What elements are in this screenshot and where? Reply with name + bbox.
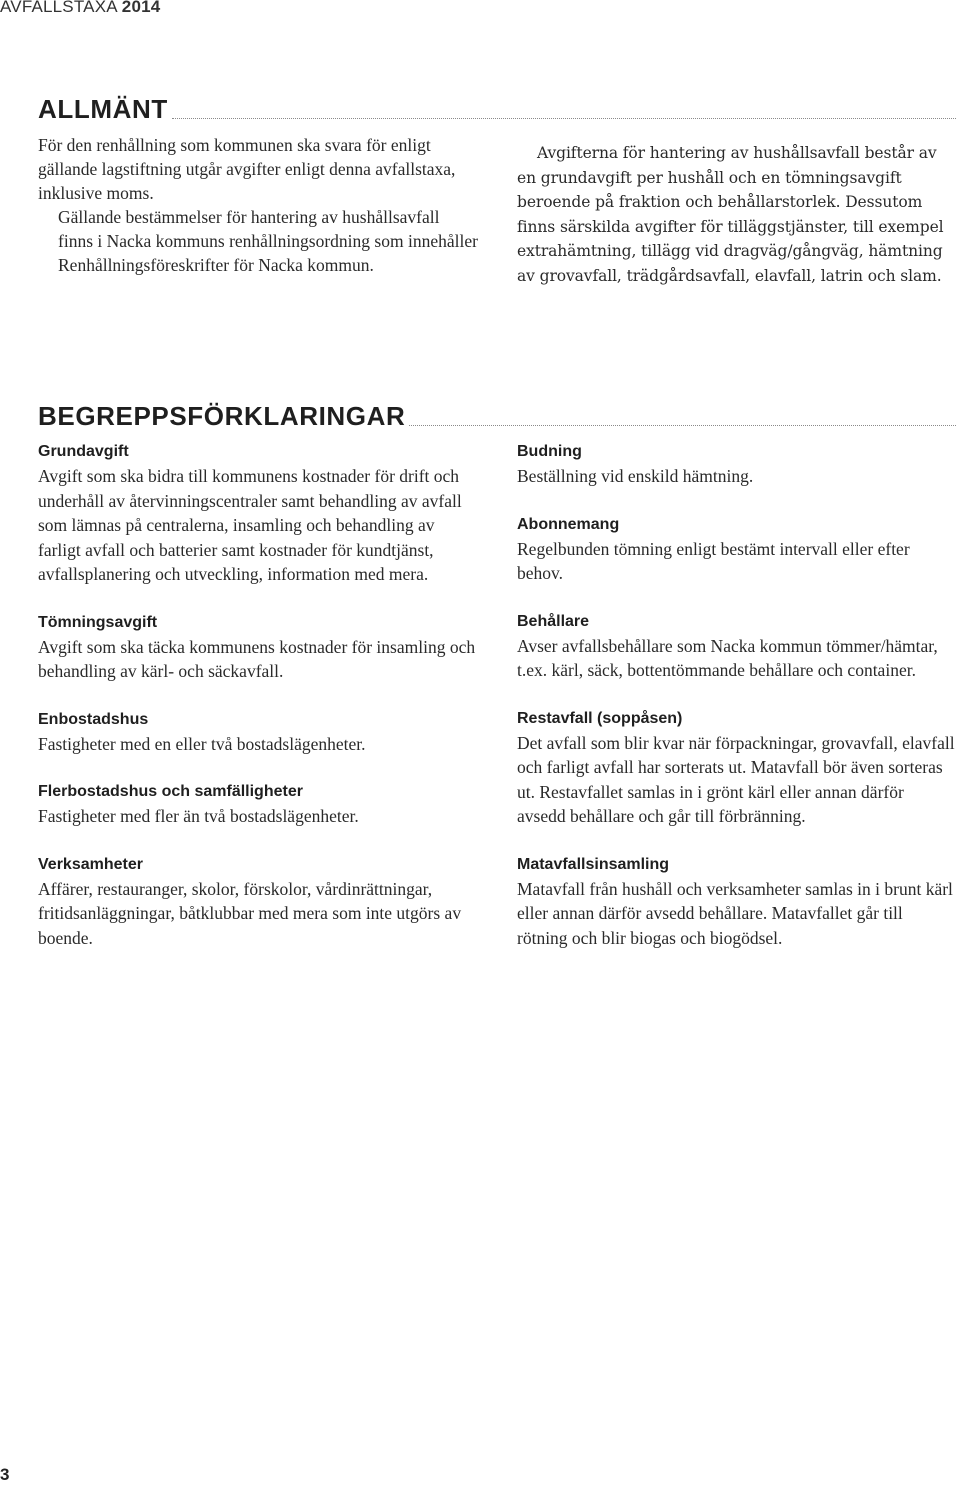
definition-term: Budning xyxy=(517,443,582,460)
definition-text: Beställning vid enskild hämtning. xyxy=(517,466,754,486)
definition-text: Avgift som ska bidra till kommunens kostnader för drift och underhåll av återvinningscentraler samt behandling av avfall som lämnas på centralerna, insamling och behandling av farligt avfall och batterier samt kostnader för kundtjänst, avfallsplanering och utveckling, information med mera. xyxy=(38,466,462,584)
definition-text: Avgift som ska täcka kommunens kostnader för insamling och behandling av kärl- och säckavfall. xyxy=(38,636,476,681)
heading-dotted-rule xyxy=(409,425,956,426)
definitions-right-column xyxy=(517,440,955,974)
definitions-left-column xyxy=(38,440,478,974)
definition-term: Matavfallsinsamling xyxy=(517,855,670,873)
definition-term: Tömningsavgift xyxy=(38,613,158,631)
definition-text: Regelbunden tömning enligt bestämt intervall eller efter behov. xyxy=(517,538,910,583)
allmant-title: ALLMÄNT xyxy=(38,94,168,124)
definition-term: Restavfall (soppåsen) xyxy=(517,709,683,727)
definition-entry xyxy=(517,513,955,586)
running-header xyxy=(0,0,160,17)
page-number: 3 xyxy=(0,1465,10,1484)
allmant-left-paragraph-1: För den renhållning som kommunen ska svara för enligt gällande lagstiftning utgår avgifter enligt denna avfallstaxa, inklusive moms. xyxy=(38,135,456,203)
definition-text: Avser avfallsbehållare som Nacka kommun tömmer/hämtar, t.ex. kärl, säck, bottentömmande behållare och container. xyxy=(517,635,938,680)
definition-text: Matavfall från hushåll och verksamheter samlas in i brunt kärl eller annan därför avsedd behållare. Matavfallet går till rötning och blir biogas och biogödsel. xyxy=(517,878,953,948)
definition-entry xyxy=(38,780,478,829)
definition-term: Verksamheter xyxy=(38,855,143,873)
allmant-heading xyxy=(38,96,956,122)
definition-term: Abonnemang xyxy=(517,515,620,533)
definition-text: Fastigheter med en eller två bostadslägenheter. xyxy=(38,733,366,754)
begrepp-heading xyxy=(38,403,956,429)
definition-text: Affärer, restauranger, skolor, förskolor, vårdinrättningar, fritidsanläggningar, båtklubbar med mera som inte utgörs av boende. xyxy=(38,878,462,948)
definition-term: Behållare xyxy=(517,612,590,630)
definition-text: Det avfall som blir kvar när förpackningar, grovavfall, elavfall och farligt avfall har sorterats ut. Matavfall bör även sorteras ut. Restavfallet samlas in i grönt kärl eller annan därför avsedd behållare och går till förbränning. xyxy=(517,732,955,826)
definition-entry xyxy=(517,610,955,683)
definition-term: Flerbostadshus och samfälligheter xyxy=(38,783,303,800)
heading-dotted-rule xyxy=(172,118,956,119)
header-title: AVFALLSTAXA xyxy=(0,0,117,16)
allmant-right-text xyxy=(517,141,955,288)
definition-term: Grundavgift xyxy=(38,443,129,460)
allmant-right-paragraph: Avgifterna för hantering av hushållsavfall består av en grundavgift per hushåll och en tömningsavgift beroende på fraktion och behållarstorlek. Dessutom finns särskilda avgifter för tilläggstjänster, till exempel extrahämtning, tillägg vid dragväg/gångväg, hämtning av grovavfall, trädgårdsavfall, elavfall, latrin och slam. xyxy=(517,144,944,285)
definition-entry xyxy=(38,708,478,757)
begrepp-title: BEGREPPSFÖRKLARINGAR xyxy=(38,401,406,431)
definition-entry xyxy=(38,440,478,587)
allmant-left-paragraph-2: Gällande bestämmelser för hantering av hushållsavfall finns i Nacka kommuns renhållningsordning som innehåller Renhållningsföreskrifter för Nacka kommun. xyxy=(58,207,478,275)
definition-term: Enbostadshus xyxy=(38,710,149,728)
definition-entry xyxy=(517,440,955,489)
definition-entry xyxy=(38,611,478,684)
definition-entry xyxy=(38,853,478,951)
allmant-left-text xyxy=(38,133,478,277)
header-year: 2014 xyxy=(121,0,161,16)
definition-text: Fastigheter med fler än två bostadslägenheter. xyxy=(38,806,359,826)
definition-entry xyxy=(517,853,955,951)
definition-entry xyxy=(517,707,955,829)
